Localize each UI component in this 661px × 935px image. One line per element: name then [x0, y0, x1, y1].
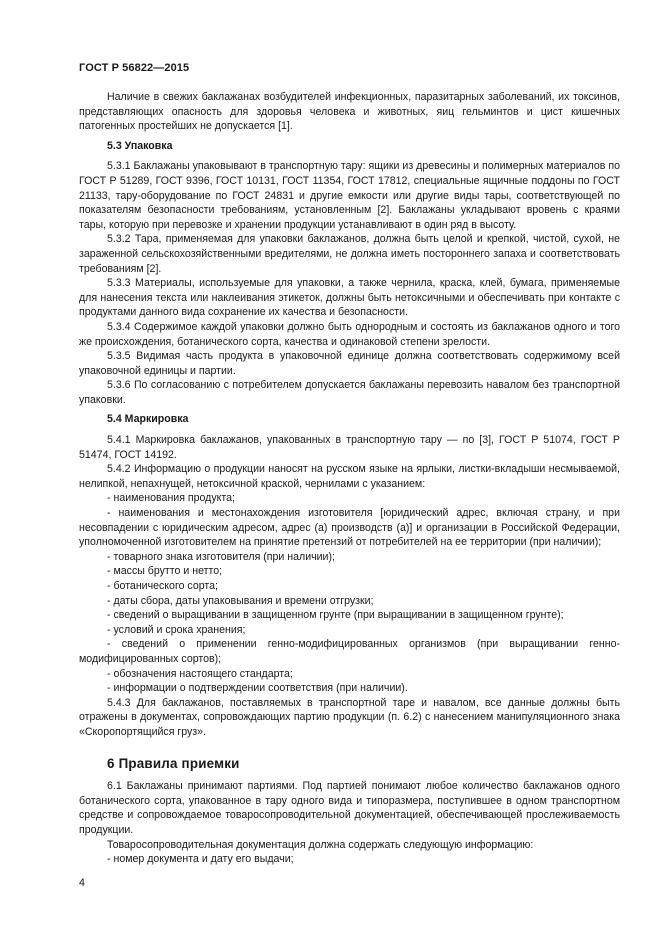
- marking-list: [79, 491, 620, 695]
- list-item: - сведений о выращивании в защищенном грунте (при выращивании в защищенном грунте);: [107, 609, 564, 622]
- list-item: - информации о подтверждении соответствия (при наличии).: [107, 682, 408, 695]
- paragraph-5-4-1: 5.4.1 Маркировка баклажанов, упакованных в транспортную тару — по [3], ГОСТ Р 51074, ГОСТ Р 51474, ГОСТ 14192.: [79, 434, 620, 461]
- paragraph-5-4-3: 5.4.3 Для баклажанов, поставляемых в транспортной таре и навалом, все данные должны быть отражены в документах, сопровождающих партию продукции (п. 6.2) с нанесением манипуляционного знака «Скоропортящийся груз».: [79, 696, 620, 738]
- list-item: - обозначения настоящего стандарта;: [107, 667, 293, 680]
- paragraph-5-3-3: 5.3.3 Материалы, используемые для упаковки, а также чернила, краска, клей, бумага, применяемые для нанесения текста или наклеивания этикеток, должны быть нетоксичными и обеспечивать при контакте с продуктами данного вида сохранение их качества и безопасности.: [79, 277, 620, 319]
- list-item: - даты сбора, даты упаковывания и времени отгрузки;: [107, 594, 374, 607]
- paragraph-6-docs: Товаросопроводительная документация должна содержать следующую информацию:: [107, 838, 534, 851]
- paragraph-5-4-2: 5.4.2 Информацию о продукции наносят на русском языке на ярлыки, листки-вкладыши несмываемой, нелипкой, непахнущей, нетоксичной краской, чернилами с указанием:: [79, 463, 620, 490]
- paragraph-5-3-2: 5.3.2 Тара, применяемая для упаковки баклажанов, должна быть целой и крепкой, чистой, сухой, не зараженной сельскохозяйственными вредителями, не должна иметь постороннего запаха и соответствовать требованиям [2].: [79, 233, 620, 275]
- document-body: [79, 90, 620, 867]
- chapter-6-title: 6 Правила приемки: [107, 755, 240, 771]
- list-item: - сведений о применении генно-модифицированных организмов (при выращивании генно-модифицированных сортов);: [79, 638, 620, 665]
- list-item: - номер документа и дату его выдачи;: [107, 853, 294, 866]
- paragraph-5-3-4: 5.3.4 Содержимое каждой упаковки должно быть однородным и состоять из баклажанов одного и того же происхождения, ботанического сорта, качества и одинаковой степени зрелости.: [79, 320, 620, 348]
- page-number: 4: [79, 877, 85, 889]
- intro-paragraph: Наличие в свежих баклажанах возбудителей инфекционных, паразитарных заболеваний, их токсинов, представляющих опасность для здоровья человека и животных, яиц гельминтов и цист кишечных патогенных простейших не допускается [1].: [79, 91, 620, 133]
- section-5-4-title: 5.4 Маркировка: [107, 413, 189, 426]
- paragraph-6-1: 6.1 Баклажаны принимают партиями. Под партией понимают любое количество баклажанов одного ботанического сорта, упакованное в тару одного вида и типоразмера, поступившее в одном транспортном средстве и сопровождаемое товаросопроводительной документацией, обеспечивающей прослеживаемость продукции.: [79, 780, 620, 836]
- list-item: - наименования и местонахождения изготовителя [юридический адрес, включая страну, и при несовпадении с юридическим адресом, адрес (а) производств (а)] и организации в Российской Федерации, уполномоченной изготовителем на принятие претензий от потребителей на ее территории (при наличии);: [79, 507, 620, 549]
- paragraph-5-3-5: 5.3.5 Видимая часть продукта в упаковочной единице должна соответствовать содержимому всей упаковочной единицы и партии.: [79, 350, 620, 377]
- list-item: - ботанического сорта;: [107, 580, 218, 592]
- paragraph-5-3-1: 5.3.1 Баклажаны упаковывают в транспортную тару: ящики из древесины и полимерных материалов по ГОСТ Р 51289, ГОСТ 9396, ГОСТ 10131, ГОСТ 11354, ГОСТ 17812, специальные ящичные поддоны по ГОСТ 21133, тару-оборудование по ГОСТ 24831 и другие емкости или другие виды тары, соответствующей по показателям безопасности требованиям, установленным [2]. Баклажаны укладывают вровень с краями тары, которую при перевозке и хранении продукции устанавливают в один ряд в высоту.: [79, 160, 620, 231]
- list-item: - наименования продукта;: [107, 492, 235, 505]
- list-item: - условий и срока хранения;: [107, 623, 246, 636]
- list-item: - товарного знака изготовителя (при наличии);: [107, 550, 335, 563]
- list-item: - массы брутто и нетто;: [107, 565, 223, 578]
- section-5-3-title: 5.3 Упаковка: [107, 139, 173, 152]
- document-header: ГОСТ Р 56822—2015: [79, 62, 190, 74]
- paragraph-5-3-6: 5.3.6 По согласованию с потребителем допускается баклажаны перевозить навалом без транспортной упаковки.: [79, 379, 620, 406]
